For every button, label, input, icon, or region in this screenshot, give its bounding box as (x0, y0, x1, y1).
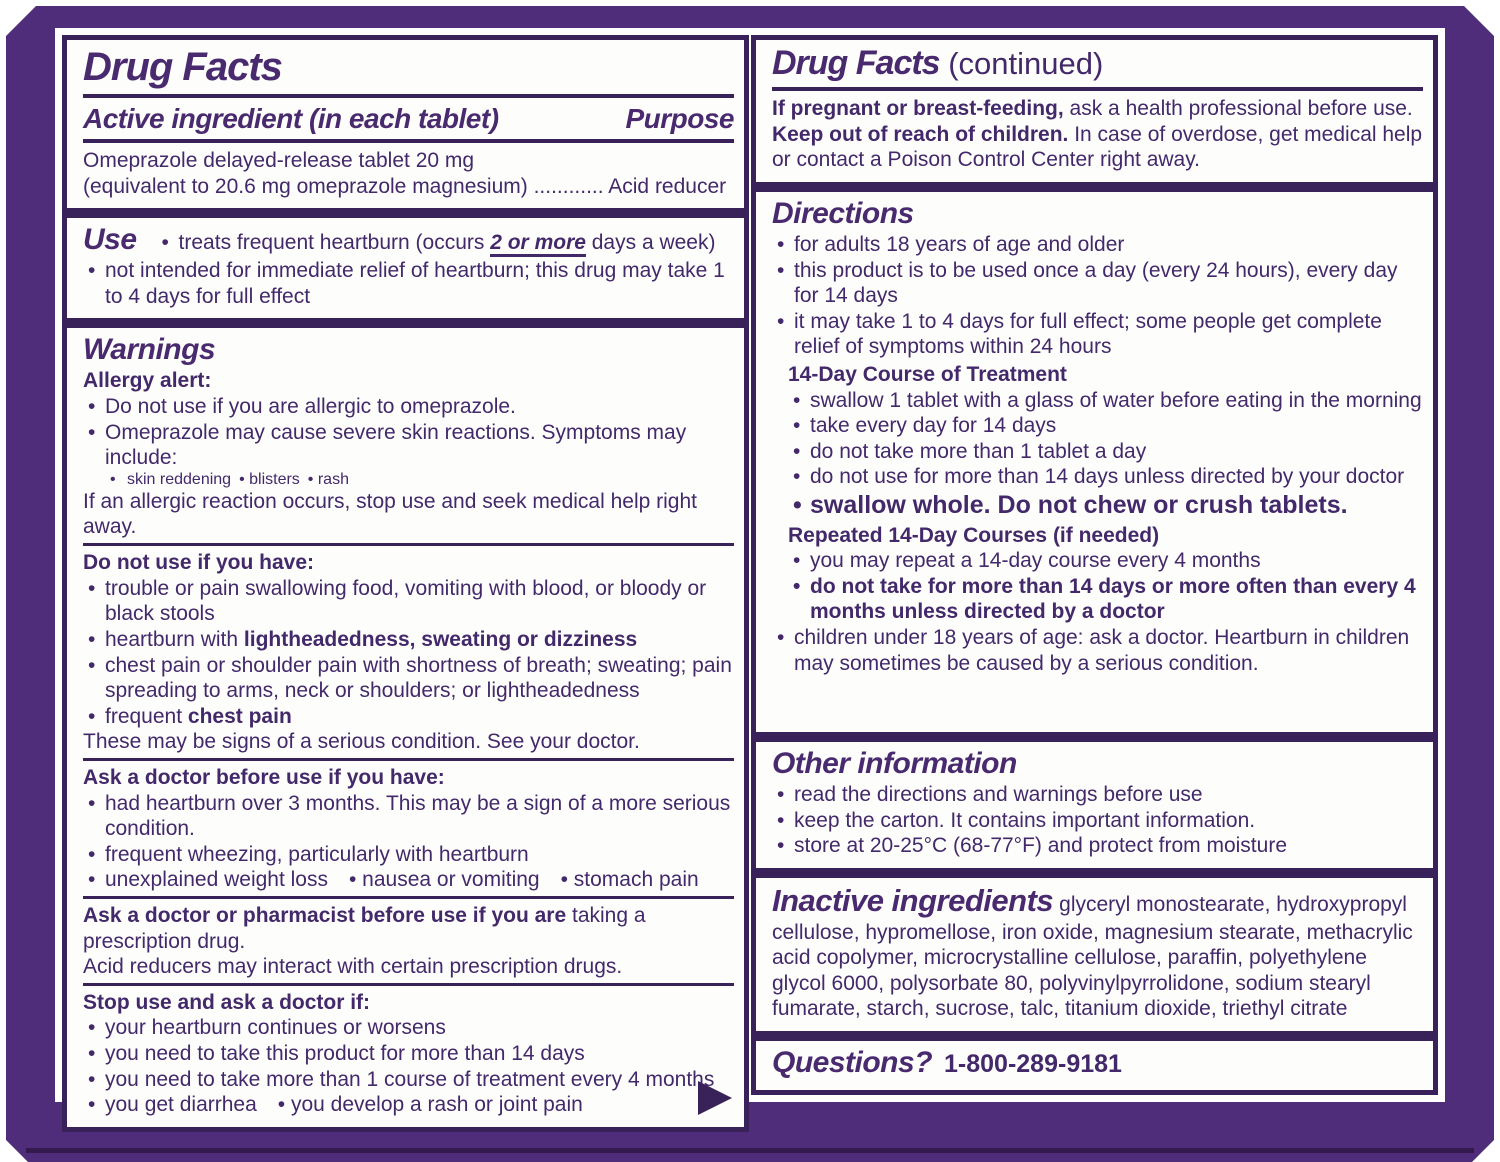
left-column (62, 35, 749, 1117)
bullet-item: • you need to take more than 1 course of treatment every 4 months (83, 1067, 734, 1093)
bullet-item: • read the directions and warnings before use (772, 782, 1423, 808)
panel-warnings (62, 323, 749, 1131)
bullet-item: • you get diarrhea • you develop a rash or joint pain (83, 1092, 734, 1118)
serious-condition-note: These may be signs of a serious condition. See your doctor. (83, 730, 640, 754)
bullet-item: • swallow 1 tablet with a glass of water before eating in the morning (788, 388, 1423, 414)
bullet-item: • take every day for 14 days (788, 413, 1423, 439)
directions-heading: Directions (772, 196, 914, 230)
bullet-item: • trouble or pain swallowing food, vomiting with blood, or bloody or black stools (83, 576, 734, 627)
bullet-item: • do not take more than 1 tablet a day (788, 439, 1423, 465)
right-column (751, 35, 1438, 1095)
divider (83, 543, 734, 546)
do-not-use-subheading: Do not use if you have: (83, 551, 315, 575)
panel-directions (751, 187, 1438, 737)
bullet-item: • frequent wheezing, particularly with heartburn (83, 842, 734, 868)
panel-questions (751, 1036, 1438, 1095)
panel-active-ingredient (62, 35, 749, 213)
divider (83, 896, 734, 899)
panel-use (62, 213, 749, 323)
bullet-item: • heartburn with lightheadedness, sweating or dizziness (83, 627, 734, 653)
inactive-ingredients-paragraph: Inactive ingredients glyceryl monostearate, hydroxypropyl cellulose, hypromellose, iron oxide, magnesium stearate, methacrylic acid copolymer, microcrystalline cellulose, paraffin, polyethylene glycol 6000, polysorbate 80, polyvinylpyrrolidone, sodium stearyl fumarate, starch, sucrose, talc, titanium dioxide, triethyl citrate (772, 882, 1413, 1021)
swallow-whole-warning: • swallow whole. Do not chew or crush tablets. (788, 490, 1423, 521)
bullet-item: • unexplained weight loss • nausea or vomiting • stomach pain (83, 867, 734, 893)
carton-fold-line (26, 1148, 1474, 1153)
ingredient-equivalent-line: (equivalent to 20.6 mg omeprazole magnesium) ............ Acid reducer (83, 174, 727, 198)
divider (83, 983, 734, 986)
pregnancy-warning: If pregnant or breast-feeding, ask a health professional before use. (772, 97, 1413, 121)
questions-phone-number: 1-800-289-9181 (944, 1050, 1122, 1078)
drug-facts-continued-title: Drug Facts (772, 44, 940, 82)
two-or-more-emphasis: 2 or more (490, 231, 586, 257)
divider (83, 758, 734, 761)
warnings-heading: Warnings (83, 333, 216, 367)
label-sheet (55, 28, 1445, 1117)
continued-title-row: Drug Facts (continued) (772, 44, 1104, 82)
allergy-alert-subheading: Allergy alert: (83, 369, 212, 393)
bullet-item: • Do not use if you are allergic to omeprazole. (83, 394, 734, 420)
active-ingredient-header-row (83, 103, 734, 135)
drug-facts-title: Drug Facts (83, 45, 282, 89)
panel-other-information (751, 737, 1438, 873)
bullet-item: • your heartburn continues or worsens (83, 1015, 734, 1041)
questions-heading: Questions? (772, 1046, 933, 1079)
other-information-heading: Other information (772, 746, 1017, 780)
ask-doctor-subheading: Ask a doctor before use if you have: (83, 765, 445, 789)
use-bullet-1: • treats frequent heartburn (occurs 2 or more days a week) (157, 230, 716, 256)
questions-row (772, 1045, 1423, 1081)
bullet-item-bold: • do not take for more than 14 days or more often than every 4 months unless directed by a doctor (788, 574, 1423, 625)
bullet-item: • keep the carton. It contains important information. (772, 808, 1423, 834)
bullet-item: • children under 18 years of age: ask a doctor. Heartburn in children may sometimes be caused by a serious condition. (772, 625, 1423, 676)
keep-out-of-reach-warning: Keep out of reach of children. In case of overdose, get medical help or contact a Poison Control Center right away. (772, 122, 1423, 172)
use-heading: Use (83, 223, 137, 257)
bullet-item: • chest pain or shoulder pain with shortness of breath; sweating; pain spreading to arms, neck or shoulders; or lightheadedness (83, 653, 734, 704)
bullet-item: • do not use for more than 14 days unless directed by your doctor (788, 464, 1423, 490)
active-ingredient-header: Active ingredient (in each tablet) (83, 103, 499, 134)
divider (83, 94, 734, 98)
bullet-item: • for adults 18 years of age and older (772, 232, 1423, 258)
stop-use-subheading: Stop use and ask a doctor if: (83, 990, 371, 1014)
bullet-item: • store at 20-25°C (68-77°F) and protect from moisture (772, 833, 1423, 859)
use-bullet-2: • not intended for immediate relief of heartburn; this drug may take 1 to 4 days for full effect (83, 258, 734, 309)
course-subheading: 14-Day Course of Treatment (788, 362, 1067, 386)
inactive-ingredients-heading: Inactive ingredients (772, 882, 1054, 918)
divider (83, 139, 734, 143)
continue-arrow-icon (698, 1081, 732, 1115)
acid-reducer-note: Acid reducers may interact with certain prescription drugs. (83, 955, 623, 979)
purpose-header: Purpose (625, 103, 734, 134)
bullet-item: • frequent chest pain (83, 704, 734, 730)
divider (772, 87, 1423, 91)
bullet-item: • Omeprazole may cause severe skin reactions. Symptoms may include: (83, 420, 734, 471)
ask-pharmacist-line: Ask a doctor or pharmacist before use if you are taking a prescription drug. (83, 904, 646, 953)
ingredient-line: Omeprazole delayed-release tablet 20 mg (83, 149, 475, 172)
bullet-item: • you need to take this product for more than 14 days (83, 1041, 734, 1067)
bullet-item: • you may repeat a 14-day course every 4 months (788, 548, 1423, 574)
bullet-item-nested: • skin reddening • blisters • rash (83, 471, 734, 489)
panel-inactive-ingredients (751, 873, 1438, 1036)
allergy-note: If an allergic reaction occurs, stop use and seek medical help right away. (83, 489, 697, 539)
repeated-courses-subheading: Repeated 14-Day Courses (if needed) (788, 523, 1160, 547)
bullet-item: • it may take 1 to 4 days for full effect; some people get complete relief of symptoms within 24 hours (772, 309, 1423, 360)
panel-drug-facts-continued (751, 35, 1438, 187)
bullet-item: • had heartburn over 3 months. This may be a sign of a more serious condition. (83, 791, 734, 842)
bullet-item: • this product is to be used once a day (every 24 hours), every day for 14 days (772, 258, 1423, 309)
use-heading-row (83, 222, 734, 258)
